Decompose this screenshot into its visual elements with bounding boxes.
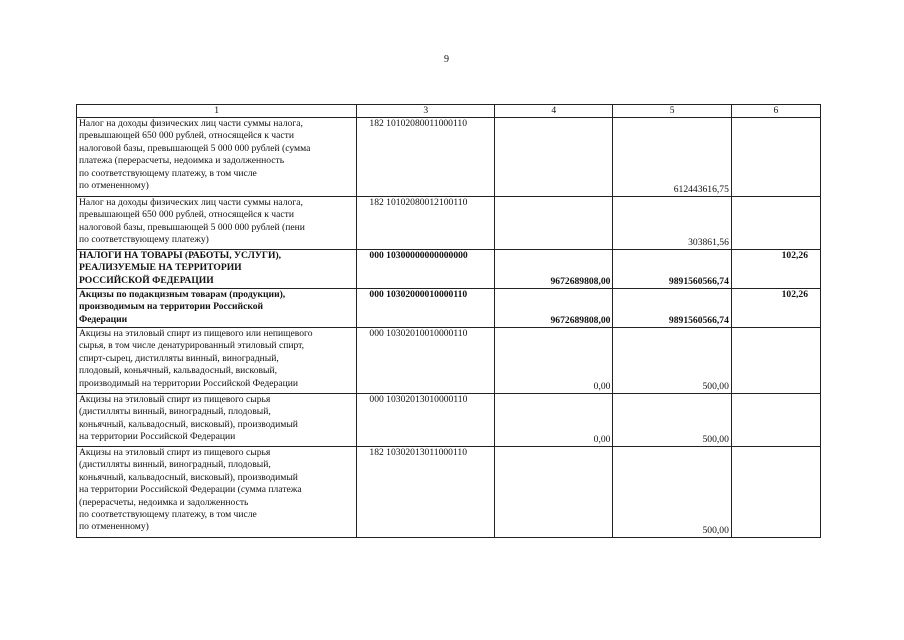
income-name-cell: Акцизы на этиловый спирт из пищевого сырья (дистилляты винный, виноградный, плодовый, коньячный, кальвадосный, висковый), производимый на территории Российской Федерации <box>77 394 357 447</box>
budget-revenue-table <box>76 104 821 538</box>
column-header-1: 1 <box>77 105 357 118</box>
percent-cell <box>731 447 820 538</box>
plan-amount-cell <box>495 197 613 250</box>
budget-code-cell: 000 10300000000000000 <box>357 250 495 289</box>
table-row <box>77 447 821 538</box>
column-header-4: 4 <box>495 105 613 118</box>
plan-amount-cell: 0,00 <box>495 328 613 394</box>
plan-amount-cell <box>495 118 613 197</box>
table-row <box>77 289 821 328</box>
percent-cell <box>731 328 820 394</box>
income-name-cell: Налог на доходы физических лиц части суммы налога, превышающей 650 000 рублей, относящейся к части налоговой базы, превышающей 5 000 000 рублей (сумма платежа (перерасчеты, недоимка и задолженность по соответствующему платежу, в том числе по отмененному) <box>77 118 357 197</box>
income-name-cell: НАЛОГИ НА ТОВАРЫ (РАБОТЫ, УСЛУГИ), РЕАЛИЗУЕМЫЕ НА ТЕРРИТОРИИ РОССИЙСКОЙ ФЕДЕРАЦИИ <box>77 250 357 289</box>
budget-code-cell: 000 10302013010000110 <box>357 394 495 447</box>
column-header-6: 6 <box>731 105 820 118</box>
table-row <box>77 118 821 197</box>
budget-code-cell: 000 10302010010000110 <box>357 328 495 394</box>
income-name-cell: Акцизы по подакцизным товарам (продукции), производимым на территории Российской Федерации <box>77 289 357 328</box>
percent-cell <box>731 197 820 250</box>
budget-code-cell: 182 10302013011000110 <box>357 447 495 538</box>
percent-cell <box>731 394 820 447</box>
fact-amount-cell: 303861,56 <box>613 197 731 250</box>
fact-amount-cell: 612443616,75 <box>613 118 731 197</box>
table-row <box>77 394 821 447</box>
income-name-cell: Акцизы на этиловый спирт из пищевого сырья (дистилляты винный, виноградный, плодовый, коньячный, кальвадосный, висковый), производимый на территории Российской Федерации (сумма платежа (перерасчеты, недоимка и задолженность по соответствующему платежу, в том числе по отмененному) <box>77 447 357 538</box>
fact-amount-cell: 9891560566,74 <box>613 289 731 328</box>
plan-amount-cell <box>495 447 613 538</box>
plan-amount-cell: 0,00 <box>495 394 613 447</box>
fact-amount-cell: 9891560566,74 <box>613 250 731 289</box>
income-name-cell: Налог на доходы физических лиц части суммы налога, превышающей 650 000 рублей, относящейся к части налоговой базы, превышающей 5 000 000 рублей (пени по соответствующему платежу) <box>77 197 357 250</box>
fact-amount-cell: 500,00 <box>613 447 731 538</box>
percent-cell: 102,26 <box>731 250 820 289</box>
plan-amount-cell: 9672689808,00 <box>495 289 613 328</box>
column-header-5: 5 <box>613 105 731 118</box>
page-number: 9 <box>444 54 449 65</box>
fact-amount-cell: 500,00 <box>613 394 731 447</box>
budget-code-cell: 182 10102080011000110 <box>357 118 495 197</box>
percent-cell: 102,26 <box>731 289 820 328</box>
budget-code-cell: 000 10302000010000110 <box>357 289 495 328</box>
percent-cell <box>731 118 820 197</box>
table-row <box>77 197 821 250</box>
budget-code-cell: 182 10102080012100110 <box>357 197 495 250</box>
income-name-cell: Акцизы на этиловый спирт из пищевого или непищевого сырья, в том числе денатурированный этиловый спирт, спирт-сырец, дистилляты винный, виноградный, плодовый, коньячный, кальвадосный, висковый, производимый на территории Российской Федерации <box>77 328 357 394</box>
table-row <box>77 250 821 289</box>
plan-amount-cell: 9672689808,00 <box>495 250 613 289</box>
table-header-row <box>77 105 821 118</box>
column-header-3: 3 <box>357 105 495 118</box>
table-row <box>77 328 821 394</box>
fact-amount-cell: 500,00 <box>613 328 731 394</box>
